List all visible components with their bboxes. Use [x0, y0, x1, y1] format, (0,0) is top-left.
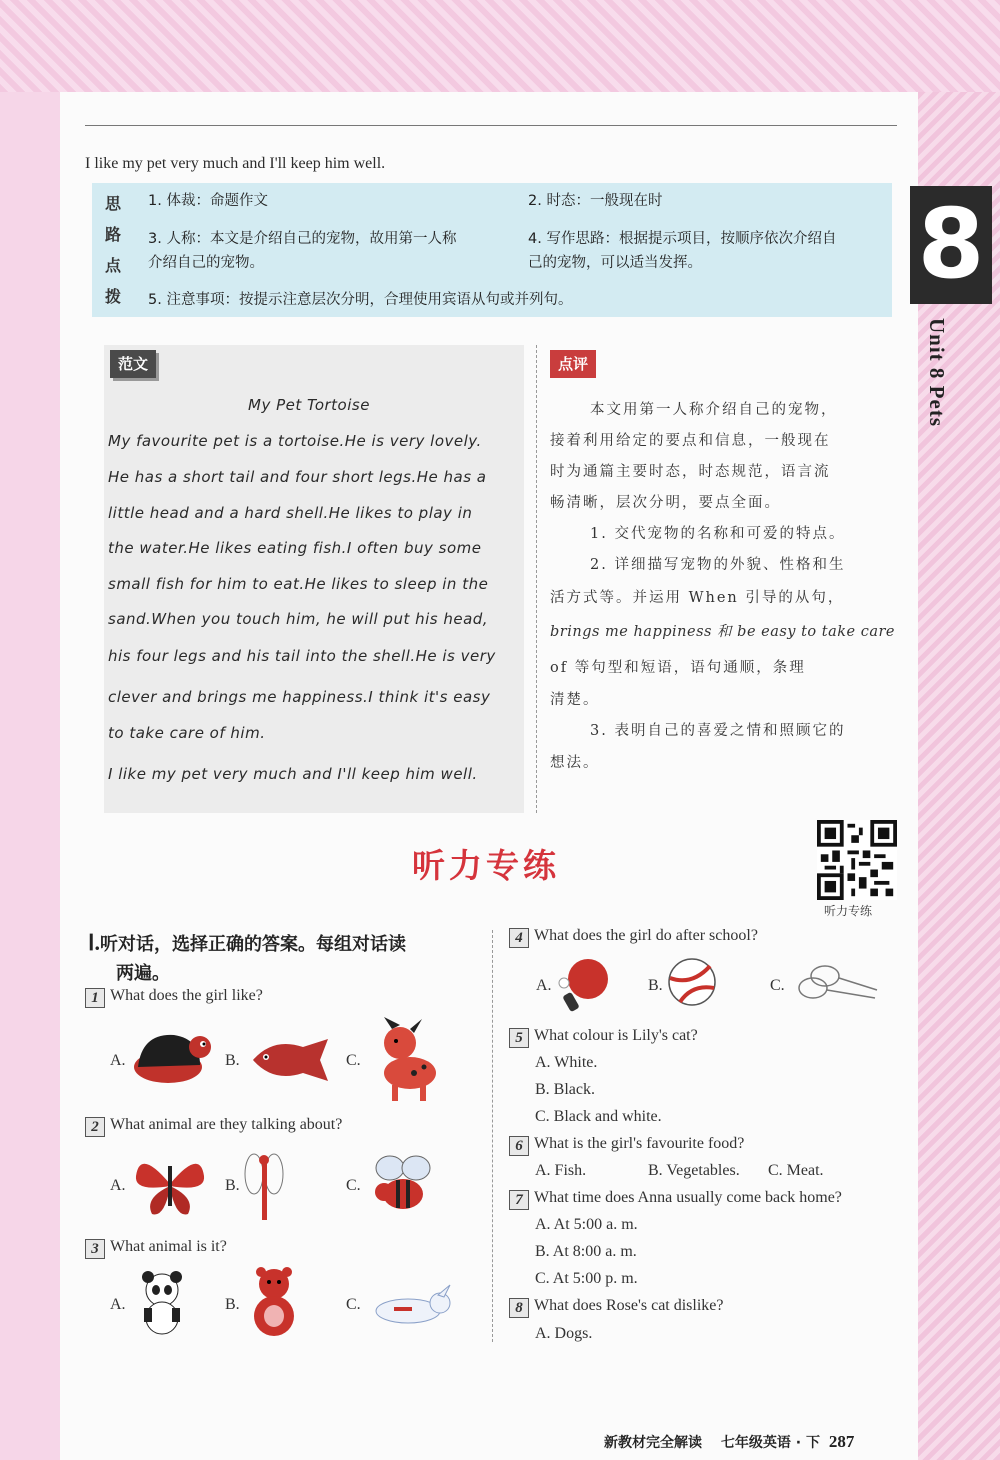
essay-line: My favourite pet is a tortoise.He is very lovely. [108, 432, 482, 450]
option-a[interactable]: A. Fish. [535, 1162, 587, 1179]
tip-person-1: 3. 人称：本文是介绍自己的宠物，故用第一人称 [148, 231, 457, 247]
tip-notes: 5. 注意事项：按提示注意层次分明，合理使用宾语从句或并列句。 [148, 292, 573, 308]
comment-line: 本文用第一人称介绍自己的宠物， [590, 402, 838, 418]
essay-line: small fish for him to eat.He likes to sleep in the [108, 575, 489, 593]
continued-sentence: I like my pet very much and I'll keep him well. [85, 155, 386, 172]
question-7: 7 What time does Anna usually come back home? [509, 1189, 842, 1210]
fish-image [248, 1035, 333, 1085]
volleyball-image [666, 956, 718, 1008]
unit-title-vertical: Unit 8 Pets [925, 318, 949, 427]
option-b[interactable]: B. [225, 1052, 240, 1069]
comment-line: 时为通篇主要时态，时态规范，语言流 [550, 464, 831, 480]
question-number: 1 [85, 988, 105, 1008]
essay-line: He has a short tail and four short legs.He has a [108, 468, 487, 486]
tip-tense: 2. 时态：一般现在时 [528, 193, 663, 209]
option-c[interactable]: C. [770, 977, 785, 994]
book-title: 新教材完全解读 [604, 1435, 702, 1451]
comment-line: 畅清晰，层次分明，要点全面。 [550, 495, 781, 511]
question-3: 3 What animal is it? [85, 1238, 227, 1259]
qr-code-icon[interactable] [817, 820, 897, 900]
option-c[interactable]: C. [346, 1177, 361, 1194]
question-8: 8 What does Rose's cat dislike? [509, 1297, 724, 1318]
dog-image [370, 1015, 450, 1105]
comment-badge: 点评 [550, 350, 596, 378]
option-b[interactable]: B. Vegetables. [648, 1162, 740, 1179]
bear-image [244, 1264, 304, 1340]
comment-line: 清楚。 [550, 692, 600, 708]
butterfly-image [130, 1148, 210, 1220]
question-5: 5 What colour is Lily's cat? [509, 1027, 698, 1048]
question-number: 5 [509, 1028, 529, 1048]
section-title: 听力专练 [412, 846, 560, 885]
option-a[interactable]: A. [536, 977, 552, 994]
grade-label: 七年级英语 · 下 [720, 1435, 820, 1451]
option-c[interactable]: C. Meat. [768, 1162, 824, 1179]
qr-caption: 听力专练 [824, 904, 873, 918]
comment-line: 活方式等。并运用 When 引导的从句， [550, 590, 845, 606]
option-a[interactable]: A. White. [535, 1054, 598, 1071]
option-a[interactable]: A. [110, 1296, 126, 1313]
option-c[interactable]: C. [346, 1052, 361, 1069]
comment-line: 1. 交代宠物的名称和可爱的特点。 [590, 526, 846, 542]
dragonfly-image [244, 1150, 284, 1222]
question-number: 4 [509, 928, 529, 948]
option-c[interactable]: C. At 5:00 p. m. [535, 1270, 638, 1287]
comment-line: of 等句型和短语，语句通顺，条理 [550, 660, 806, 676]
bee-image [368, 1150, 438, 1225]
panda-image [132, 1268, 192, 1338]
option-a[interactable]: A. At 5:00 a. m. [535, 1216, 638, 1233]
option-a[interactable]: A. [110, 1177, 126, 1194]
page-number: 287 [828, 1432, 855, 1451]
question-number: 3 [85, 1239, 105, 1259]
option-c[interactable]: C. Black and white. [535, 1108, 662, 1125]
comment-line: brings me happiness 和 be easy to take care [550, 624, 895, 640]
option-b[interactable]: B. Black. [535, 1081, 595, 1098]
question-number: 6 [509, 1136, 529, 1156]
question-2: 2 What animal are they talking about? [85, 1116, 342, 1137]
exercise-instruction: Ⅰ.听对话，选择正确的答案。每组对话读 两遍。 [88, 930, 406, 984]
exercise-column-divider [492, 930, 493, 1342]
question-6: 6 What is the girl's favourite food? [509, 1135, 744, 1156]
option-a[interactable]: A. [110, 1052, 126, 1069]
option-b[interactable]: B. [225, 1296, 240, 1313]
option-b[interactable]: B. [648, 977, 663, 994]
essay-title: My Pet Tortoise [248, 396, 370, 414]
comment-line: 2. 详细描写宠物的外貌、性格和生 [590, 557, 846, 573]
section-roman-numeral: Ⅰ. [88, 930, 100, 955]
tip-genre: 1. 体裁：命题作文 [148, 193, 268, 209]
tip-plan-1: 4. 写作思路：根据提示项目，按顺序依次介绍自 [528, 231, 837, 247]
tips-label: 思 路 点 拨 [104, 194, 121, 306]
comment-line: 接着利用给定的要点和信息，一般现在 [550, 433, 831, 449]
sample-badge: 范文 [110, 350, 156, 378]
tortoise-image [130, 1025, 215, 1090]
comment-line: 3. 表明自己的喜爱之情和照顾它的 [590, 723, 846, 739]
essay-line: to take care of him. [108, 724, 266, 742]
top-rule [85, 125, 897, 126]
option-b[interactable]: B. At 8:00 a. m. [535, 1243, 637, 1260]
comment-line: 想法。 [550, 755, 600, 771]
page-footer [604, 1432, 854, 1452]
essay-line: clever and brings me happiness.I think it's easy [108, 688, 491, 706]
essay-line: his four legs and his tail into the shell.He is very [108, 647, 496, 665]
question-number: 7 [509, 1190, 529, 1210]
ping-pong-image [554, 955, 614, 1015]
question-number: 2 [85, 1117, 105, 1137]
tip-plan-2: 己的宠物，可以适当发挥。 [528, 255, 702, 271]
option-a[interactable]: A. Dogs. [535, 1325, 593, 1342]
essay-line: sand.When you touch him, he will put his head, [108, 610, 489, 628]
rabbit-image [368, 1283, 458, 1328]
question-4: 4 What does the girl do after school? [509, 927, 758, 948]
question-1: 1 What does the girl like? [85, 987, 263, 1008]
unit-number-tab: 8 [910, 186, 992, 304]
badminton-image [795, 962, 880, 1007]
essay-line: little head and a hard shell.He likes to play in [108, 504, 473, 522]
column-divider [536, 345, 537, 813]
option-b[interactable]: B. [225, 1177, 240, 1194]
tip-person-2: 介绍自己的宠物。 [148, 255, 264, 271]
essay-line: the water.He likes eating fish.I often buy some [108, 539, 482, 557]
option-c[interactable]: C. [346, 1296, 361, 1313]
top-border [0, 0, 1000, 92]
essay-line: I like my pet very much and I'll keep him well. [108, 765, 478, 783]
question-number: 8 [509, 1298, 529, 1318]
